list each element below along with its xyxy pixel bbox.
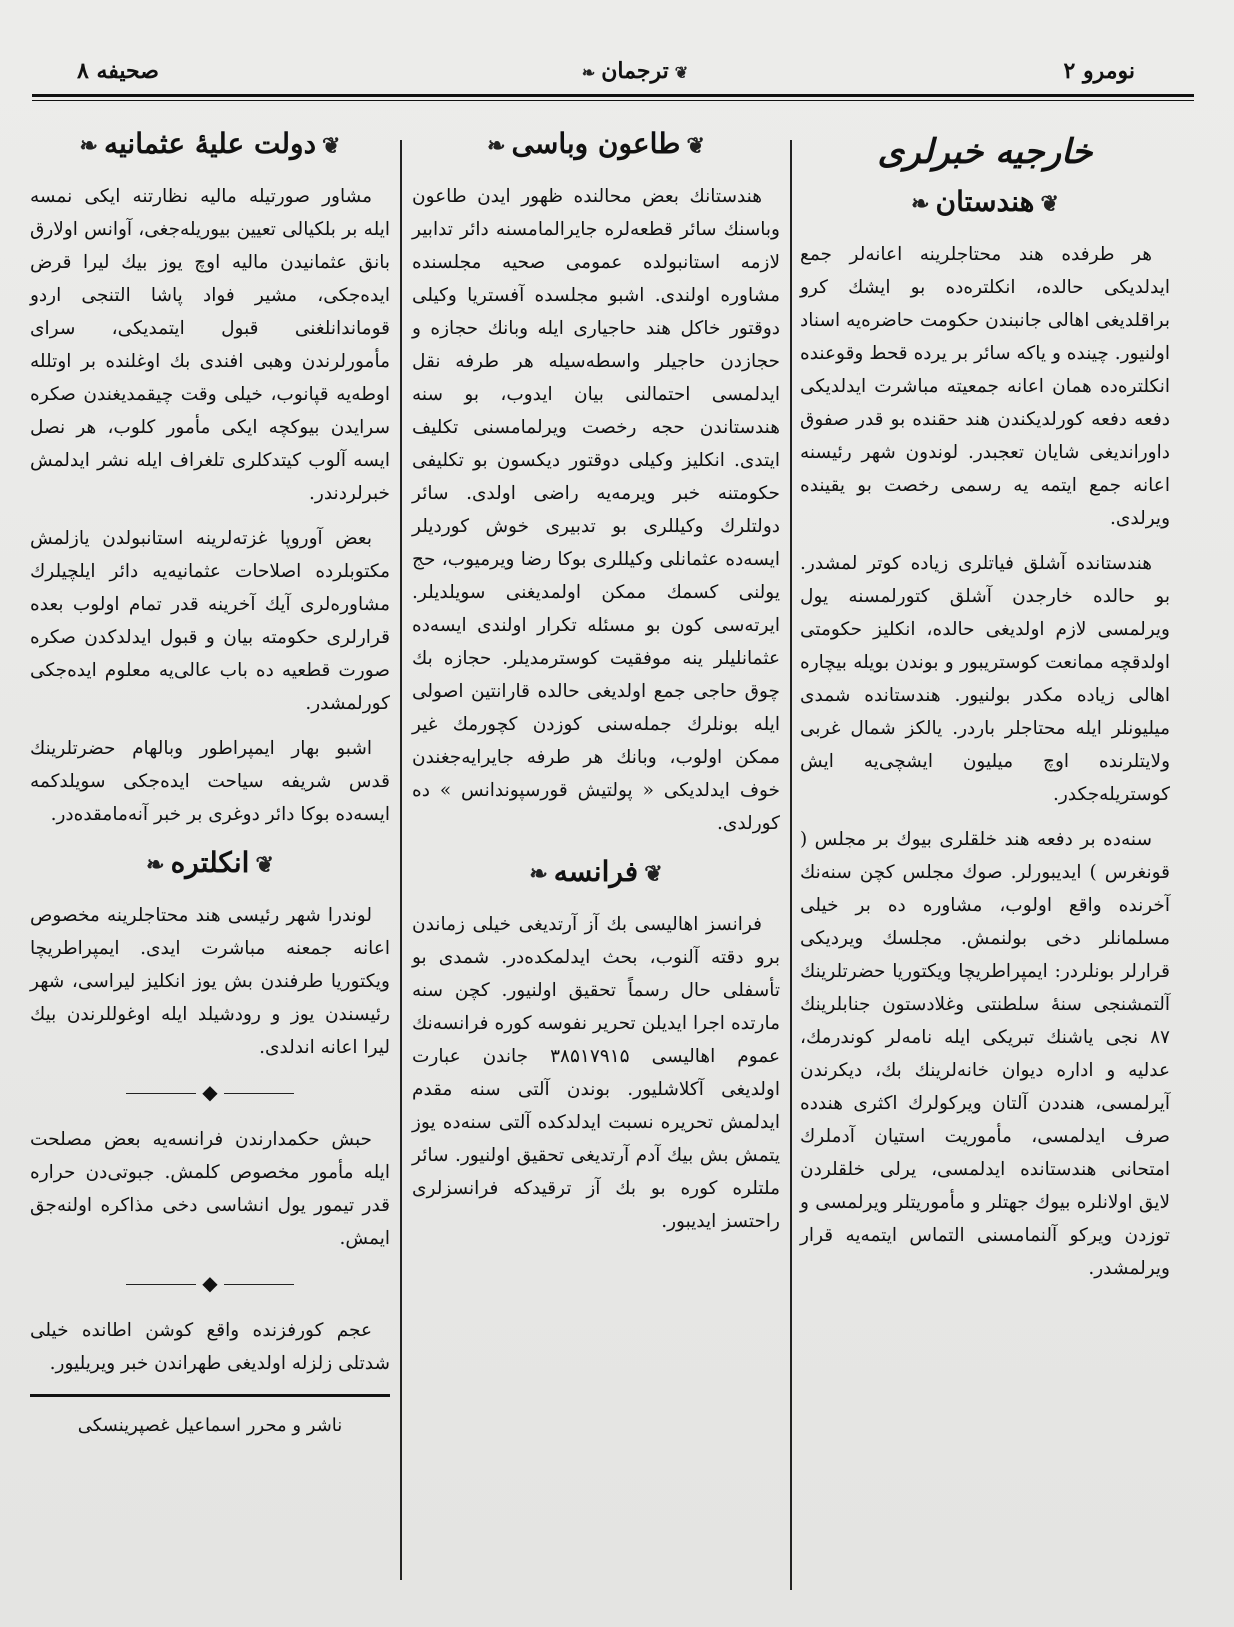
- ornament-icon: ❦: [1040, 191, 1059, 217]
- left-column: [30, 118, 390, 1442]
- article-paragraph: سنه‌ده بر دفعه هند خلقلری بیوك بر مجلس ( قونغرس ) ایدیبورلر. صوك مجلس کچن سنه‌نك آخرنده واقع اولوب، مشاوره ده بر خیلی مسلمانلر دخی بولنمش. مجلسك ویردیکی قرارلر بونلردر: ایمپراطریچا ویکتوریا حضرتلرینك آلتمشنجی سنهٔ سلطنتی وغلادستون جنابلرینك ۸۷ نجی یاشنك تبریکی ایله نامه‌لر کوندرمك، عدلیه و اداره دیوان خانه‌لرینك بك، دیکرندن آیرلمسی، هنددن آلتان ویرکولرك اکثری هندده صرف ایدلمسی، مأموریت استیان آدملرك امتحانی هندستانده ایدلمسی، یرلی خلقلردن لایق اولانلره بیوك جهتلر و مأموریتلر ویرلمسی و توزدن ویرکو آلنمامسنی التماس ایتمه‌یه قرار ویرلمشدر.: [800, 829, 1170, 1279]
- ornament-icon: ❧: [146, 852, 165, 878]
- right-column: [800, 118, 1170, 1297]
- ornament-icon: ❧: [529, 861, 548, 887]
- article-paragraph: مشاور صورتیله مالیه نظارتنه ایکی نمسه ایله بر بلکیالی تعیین بیوریله‌جغی، آوانس اولارق بانق عثمانیدن مالیه اوچ یوز بیك لیرا قرض ایده‌جکی، مشیر فواد پاشا التنجی اردو قوماندانلغنی قبول ایتمدیکی، سرای مأمورلرندن وهبی افندی بك اوغلنده بر اوتلله اوطه‌یه قپانوب، خیلی وقت چیقمدیغندن صکره سرایدن بیوکچه ایکی مأمور کلوب، هر نصل ایسه آلوب کیتدکلری تلغراف ایله نشر ایدلمش خبرلردندر.: [30, 186, 390, 504]
- newspaper-name: [555, 58, 715, 84]
- column-divider: [790, 140, 792, 1590]
- article-paragraph: هندستانك بعض محالنده ظهور ایدن طاعون وباسنك سائر قطعه‌لره جایرالمامسنه دائر تدابیر لازمه استانبولده عمومی صحیه مجلسنده مشاوره اولندی. اشبو مجلسده آفستریا وکیلی دوقتور خاکل هند حاجیاری ایله وبانك حجازه و حجازدن حاجیلر واسطه‌سیله هر طرفه نقل ایدلمسی احتمالنی بیان ایدوب، بو سنه هندستاندن حجه رخصت ویرلمامسنی تکلیف ایتدی. انکلیز وکیلی دوقتور دیکسون بو تکلیفی حکومتنه خبر ویرمه‌یه راضی اولدی. سائر دولتلرك وکیللری بو تدبیری خوش کوردیلر ایسه‌ده عثمانلی وکیللری بوکا رضا ویرمیوب، حج یولنی کسمك ممکن اولمدیغنی سویلدیلر. ایرته‌سی کون بو مسئله تکرار اولندی ایسه‌ده عثمانلیلر ینه موفقیت کوسترمدیلر. حجازه بك چوق حاجی جمع اولدیغی حالده قارانتین اصولی ایله بونلرك جمله‌سنی کوزدن کچورمك غیر ممکن اولوب، وبانك هر طرفه جایرایه‌جغندن خوف ایدلدیکی « پولتیش قورسپوندانس » ده کورلدی.: [412, 186, 780, 834]
- article-paragraph: هندستانده آشلق فیاتلری زیاده کوتر لمشدر. بو حالده خارجدن آشلق کتورلمسنه یول ویرلمسی لازم اولدیغی حالده، انکلیز حکومتی اولدقچه ممانعت کوستریبور و بوندن بویله بیچاره اهالی زیاده مکدر بولنیور. هندستانده شمدی میلیونلر ایله محتاجلر باردر. یالکز شمال غربی ولایتلرنده اوچ میلیون ایشچی‌یه ایش کوستریله‌جکدر.: [800, 553, 1170, 805]
- article-paragraph: لوندرا شهر رئیسی هند محتاجلرینه مخصوص اعانه جمعنه مباشرت ایدی. ایمپراطریچا ویکتوریا طرفندن بش یوز انکلیز لیراسی، شهر رئیسندن یوز و رودشیلد ایله اوغوللرندن بیك لیرا اعانه اندلدی.: [30, 905, 390, 1058]
- foreign-news-title: خارجیه خبرلری: [877, 132, 1093, 172]
- diamond-divider: [30, 1267, 390, 1300]
- ornament-icon: ❧: [911, 191, 930, 217]
- newspaper-title: ترجمان: [601, 58, 669, 84]
- heading-text: فرانسه: [553, 855, 639, 888]
- diamond-icon: ◆: [202, 1080, 218, 1104]
- footer-rule: [30, 1394, 390, 1397]
- diamond-divider: [30, 1076, 390, 1109]
- news-note-persia: عجم کورفزنده واقع کوشن اطانده خیلی شدتلی زلزله اولدیغی طهراندن خبر ویریلیور.: [30, 1320, 390, 1374]
- section-heading-england: [30, 843, 390, 885]
- header-rule-thick: [32, 94, 1194, 97]
- ornament-icon: ❦: [644, 861, 663, 887]
- section-heading-ottoman: [30, 124, 390, 166]
- ornament-icon: ❧: [79, 133, 98, 159]
- ornament-icon: ❦: [674, 63, 689, 82]
- article-paragraph: فرانسز اهالیسی بك آز آرتدیغی خیلی زماندن برو دقته آلنوب، بحث ایدلمکده‌در. شمدی بو تأسفلی حال رسماً تحقیق اولنیور. کچن سنه مارتده اجرا ایدیلن تحریر نفوسه کوره فرانسه‌نك عموم اهالیسی ۳۸۵۱۷۹۱۵ جاندن عبارت اولدیغی آکلاشلیور. بوندن آلتی سنه مقدم ایدلمش تحریره نسبت ایدلدکده آلتی سنه‌ده یوز یتمش بش بیك آدم آرتدیغی تحقیق اولنیور. سائر ملتلره کوره بو بك آز ترقیدکه فرانسزلری راحتسز ایدیبور.: [412, 914, 781, 1232]
- column-divider: [400, 140, 402, 1580]
- ornament-icon: ❦: [322, 133, 341, 159]
- page-number-label: صحیفه ۸: [77, 58, 159, 84]
- ornament-icon: ❦: [686, 133, 705, 159]
- ornament-icon: ❧: [581, 63, 596, 82]
- heading-text: دولت علیهٔ عثمانیه: [103, 127, 317, 160]
- heading-text: طاعون وباسی: [511, 127, 681, 160]
- article-paragraph: هر طرفده هند محتاجلرینه اعانه‌لر جمع ایدلدیکی حالده، انکلتره‌ده بو ایشك کرو براقلدیغی اهالی جانبندن حکومت حاضره‌یه اسناد اولنیور. چینده و یاکه سائر بر یرده قحط وقوعنده انکلتره‌ده همان اعانه جمعیته مباشرت ایدلدیکی دفعه دفعه کورلدیکندن هند حقنده بو قدر صفوق داوراندیغی شایان تعجبدر. لوندون شهر رئیسنه اعانه جمع ایتمه یه رسمی رخصت بو یقینده ویرلدی.: [800, 244, 1170, 529]
- heading-text: انکلتره: [170, 846, 250, 879]
- ornament-icon: ❦: [255, 852, 274, 878]
- middle-column: [412, 118, 780, 1250]
- article-paragraph: اشبو بهار ایمپراطور وبالهام حضرتلرینك قدس شریفه سیاحت ایده‌جکی سویلدکمه ایسه‌ده بوکا دائر دوغری بر خبر آنه‌مامقده‌در.: [30, 738, 390, 825]
- page-header: [35, 58, 1195, 98]
- section-heading-india: [800, 182, 1170, 224]
- section-heading-plague: [412, 124, 780, 166]
- news-note-abyssinia: حبش حکمدارندن فرانسه‌یه بعض مصلحت ایله مأمور مخصوص کلمش. جبوتی‌دن حراره قدر تیمور یول انشاسی دخی مذاکره اولنه‌جق ایمش.: [30, 1129, 390, 1249]
- header-rule-thin: [32, 100, 1194, 101]
- diamond-icon: ◆: [202, 1271, 218, 1295]
- article-paragraph: بعض آوروپا غزته‌لرینه استانبولدن یازلمش مکتوبلرده اصلاحات عثمانیه‌یه دائر ایلچیلرك مشاوره‌لری آیك آخرینه قدر تمام اولوب بعده قرارلری حکومته بیان و قبول ایدلدکدن صکره صورت قطعیه ده باب عالی‌یه معلوم ایده‌جکی کورلمشدر.: [30, 528, 390, 714]
- section-heading-france: [412, 852, 780, 894]
- heading-text: هندستان: [935, 185, 1035, 218]
- publisher-line: ناشر و محرر اسماعیل غصپرینسکی: [77, 1415, 343, 1436]
- issue-number-label: نومرو ۲: [1063, 58, 1135, 84]
- ornament-icon: ❧: [487, 133, 506, 159]
